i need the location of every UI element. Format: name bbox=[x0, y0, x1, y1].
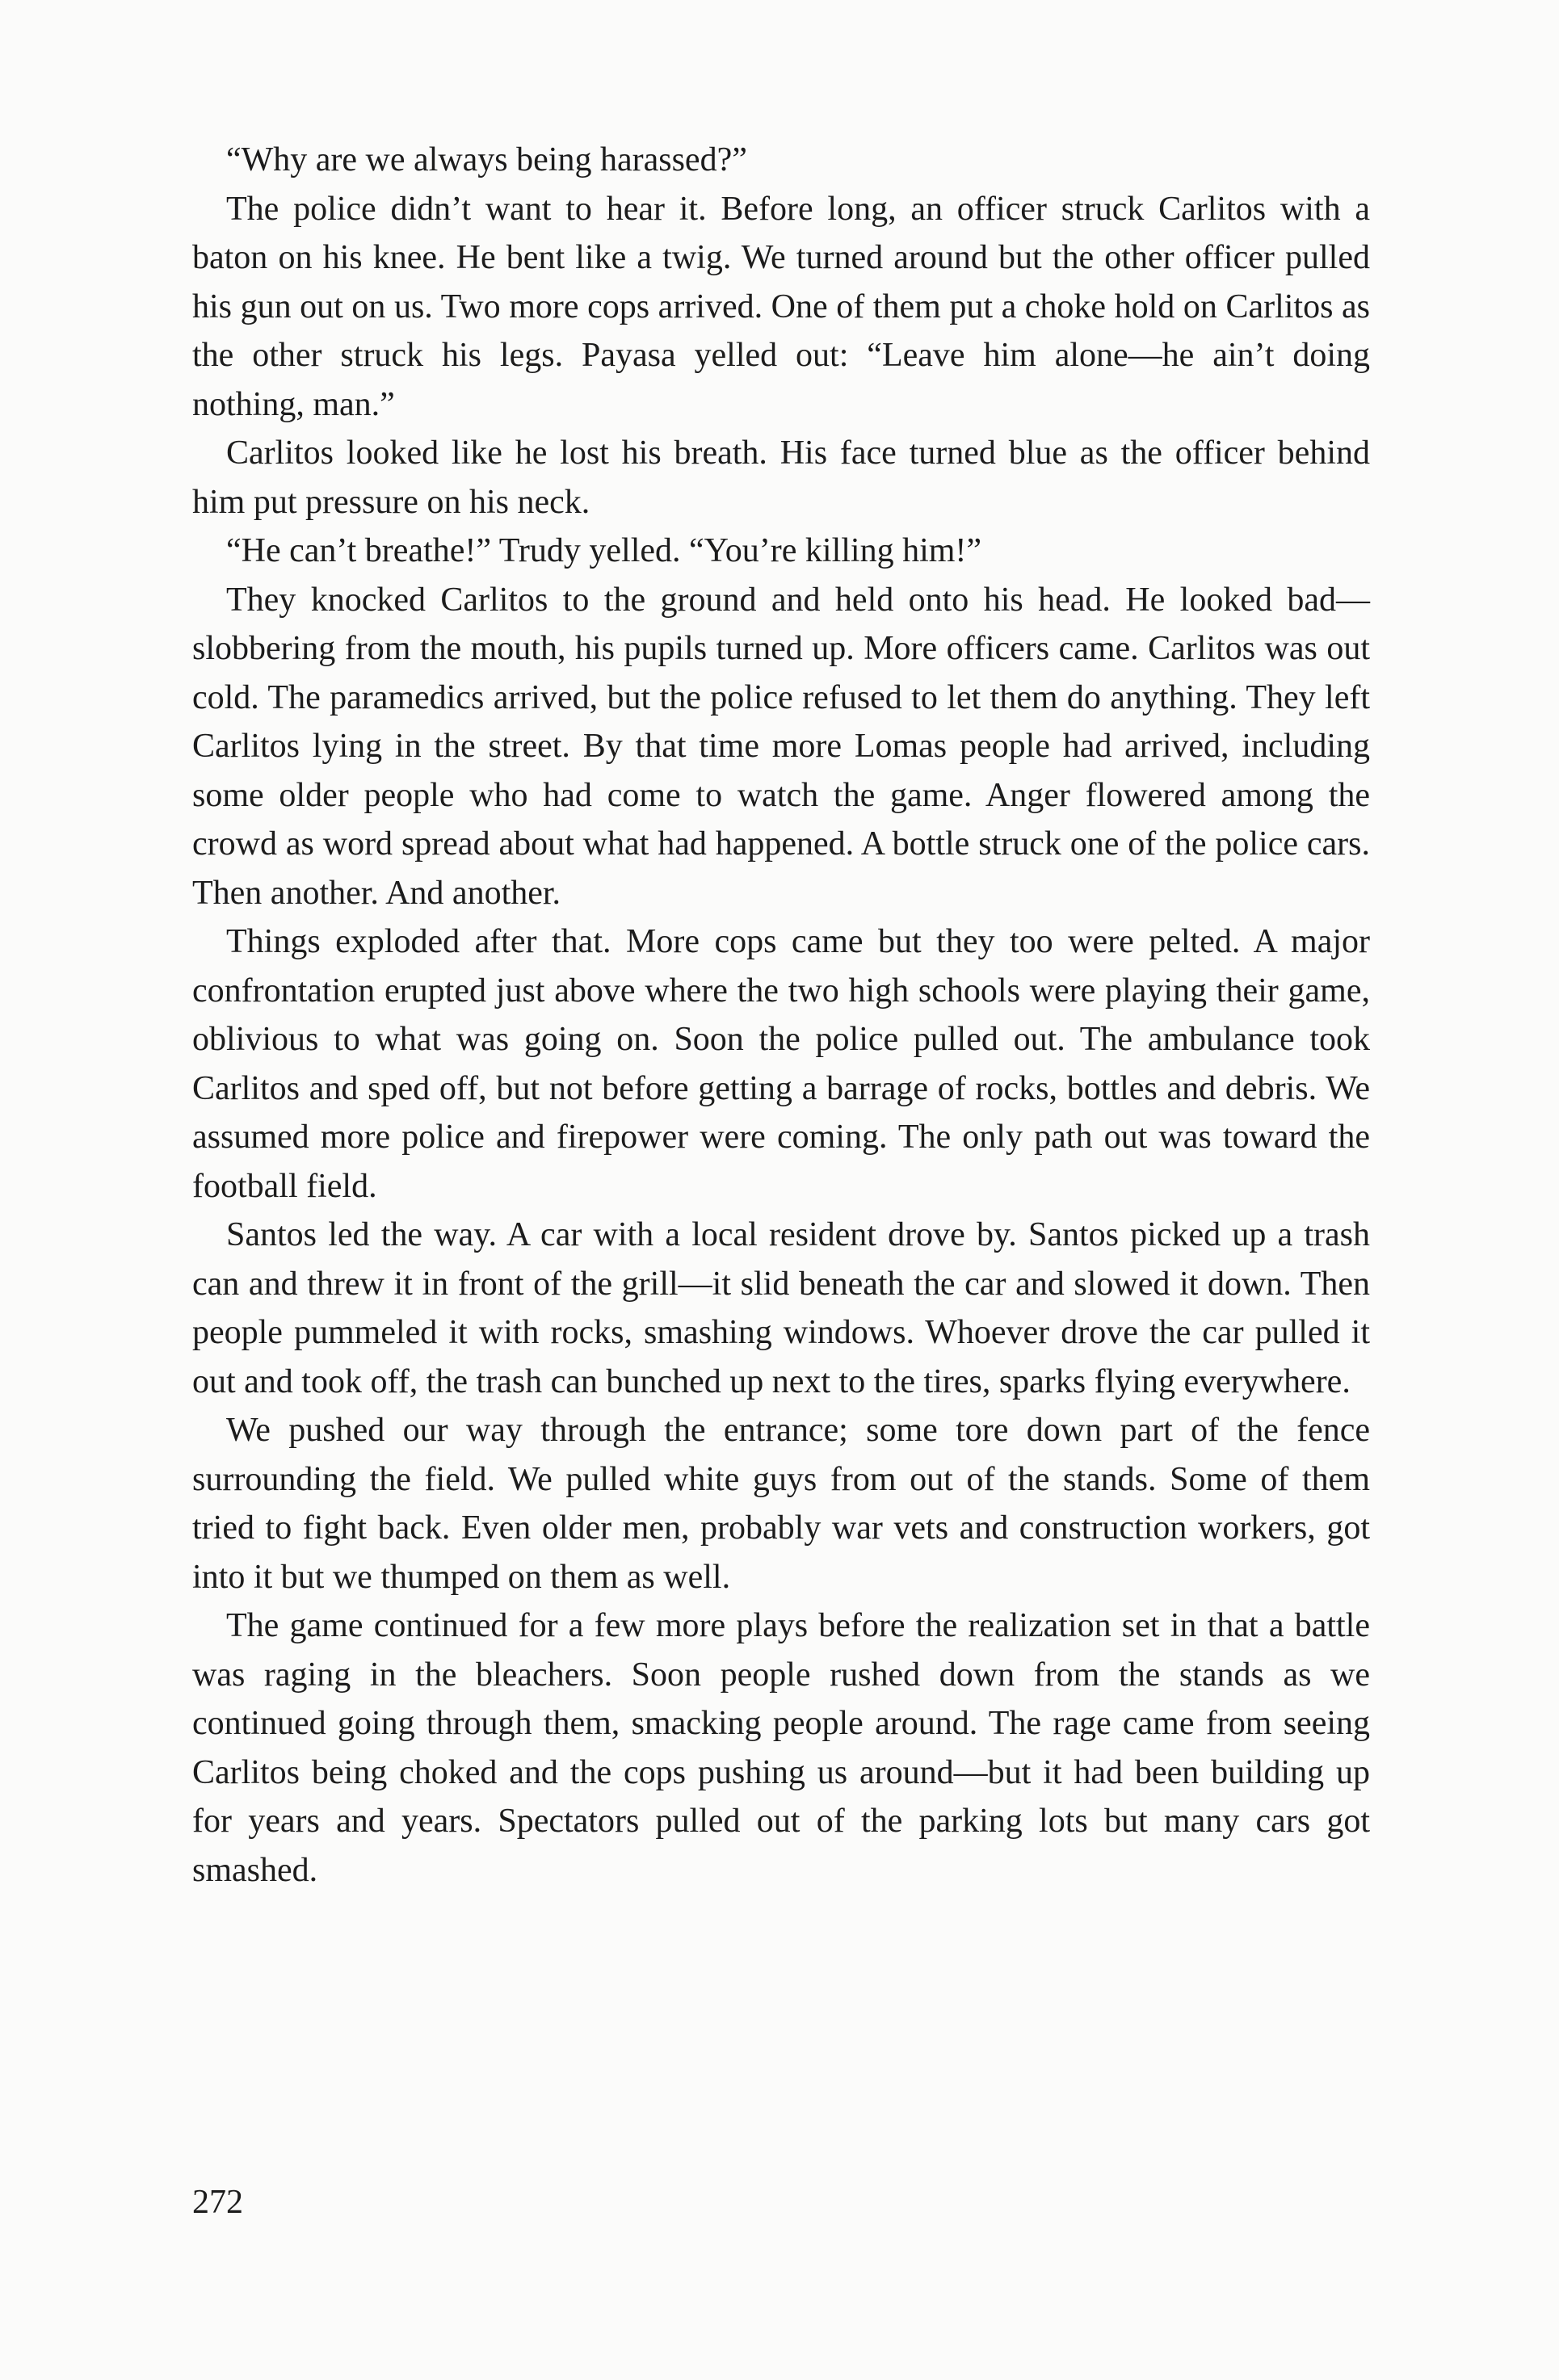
paragraph: Things exploded after that. More cops came but they too were pelted. A major confrontation erupted just above where the two high schools were playing their game, oblivious to what was going on. Soon the police pulled out. The ambulance took Carlitos and sped off, but not before getting a barrage of rocks, bottles and debris. We assumed more police and firepower were coming. The only path out was toward the football field. bbox=[192, 923, 1370, 1205]
paragraph: They knocked Carlitos to the ground and held onto his head. He looked bad—slobbering from the mouth, his pupils turned up. More officers came. Carlitos was out cold. The paramedics arrived, but the police refused to let them do anything. They left Carlitos lying in the street. By that time more Lomas people had arrived, including some older people who had come to watch the game. Anger flowered among the crowd as word spread about what had happened. A bottle struck one of the police cars. Then another. And another. bbox=[192, 581, 1370, 912]
paragraph: “Why are we always being harassed?” bbox=[226, 141, 747, 178]
paragraph: The game continued for a few more plays before the realization set in that a battle was raging in the bleachers. Soon people rushed down from the stands as we continued going through them, smacking people around. The rage came from seeing Carlitos being choked and the cops pushing us around—but it had been building up for years and years. Spectators pulled out of the parking lots but many cars got smashed. bbox=[192, 1607, 1370, 1889]
paragraph: We pushed our way through the entrance; some tore down part of the fence surrounding the field. We pulled white guys from out of the stands. Some of them tried to fight back. Even older men, probably war vets and construction workers, got into it but we thumped on them as well. bbox=[192, 1412, 1370, 1596]
paragraph: The police didn’t want to hear it. Before long, an officer struck Carlitos with a baton on his knee. He bent like a twig. We turned around but the other officer pulled his gun out on us. Two more cops arrived. One of them put a choke hold on Carlitos as the other struck his legs. Payasa yelled out: “Leave him alone—he ain’t doing nothing, man.” bbox=[192, 190, 1370, 423]
paragraph: Santos led the way. A car with a local resident drove by. Santos picked up a trash can and threw it in front of the grill—it slid beneath the car and slowed it down. Then people pummeled it with rocks, smashing windows. Whoever drove the car pulled it out and took off, the trash can bunched up next to the tires, sparks flying everywhere. bbox=[192, 1216, 1370, 1400]
body-text bbox=[192, 136, 1370, 1895]
paragraph: “He can’t breathe!” Trudy yelled. “You’re killing him!” bbox=[226, 532, 982, 569]
page-number: 272 bbox=[192, 2184, 243, 2221]
paragraph: Carlitos looked like he lost his breath. His face turned blue as the officer behind him put pressure on his neck. bbox=[192, 434, 1370, 521]
